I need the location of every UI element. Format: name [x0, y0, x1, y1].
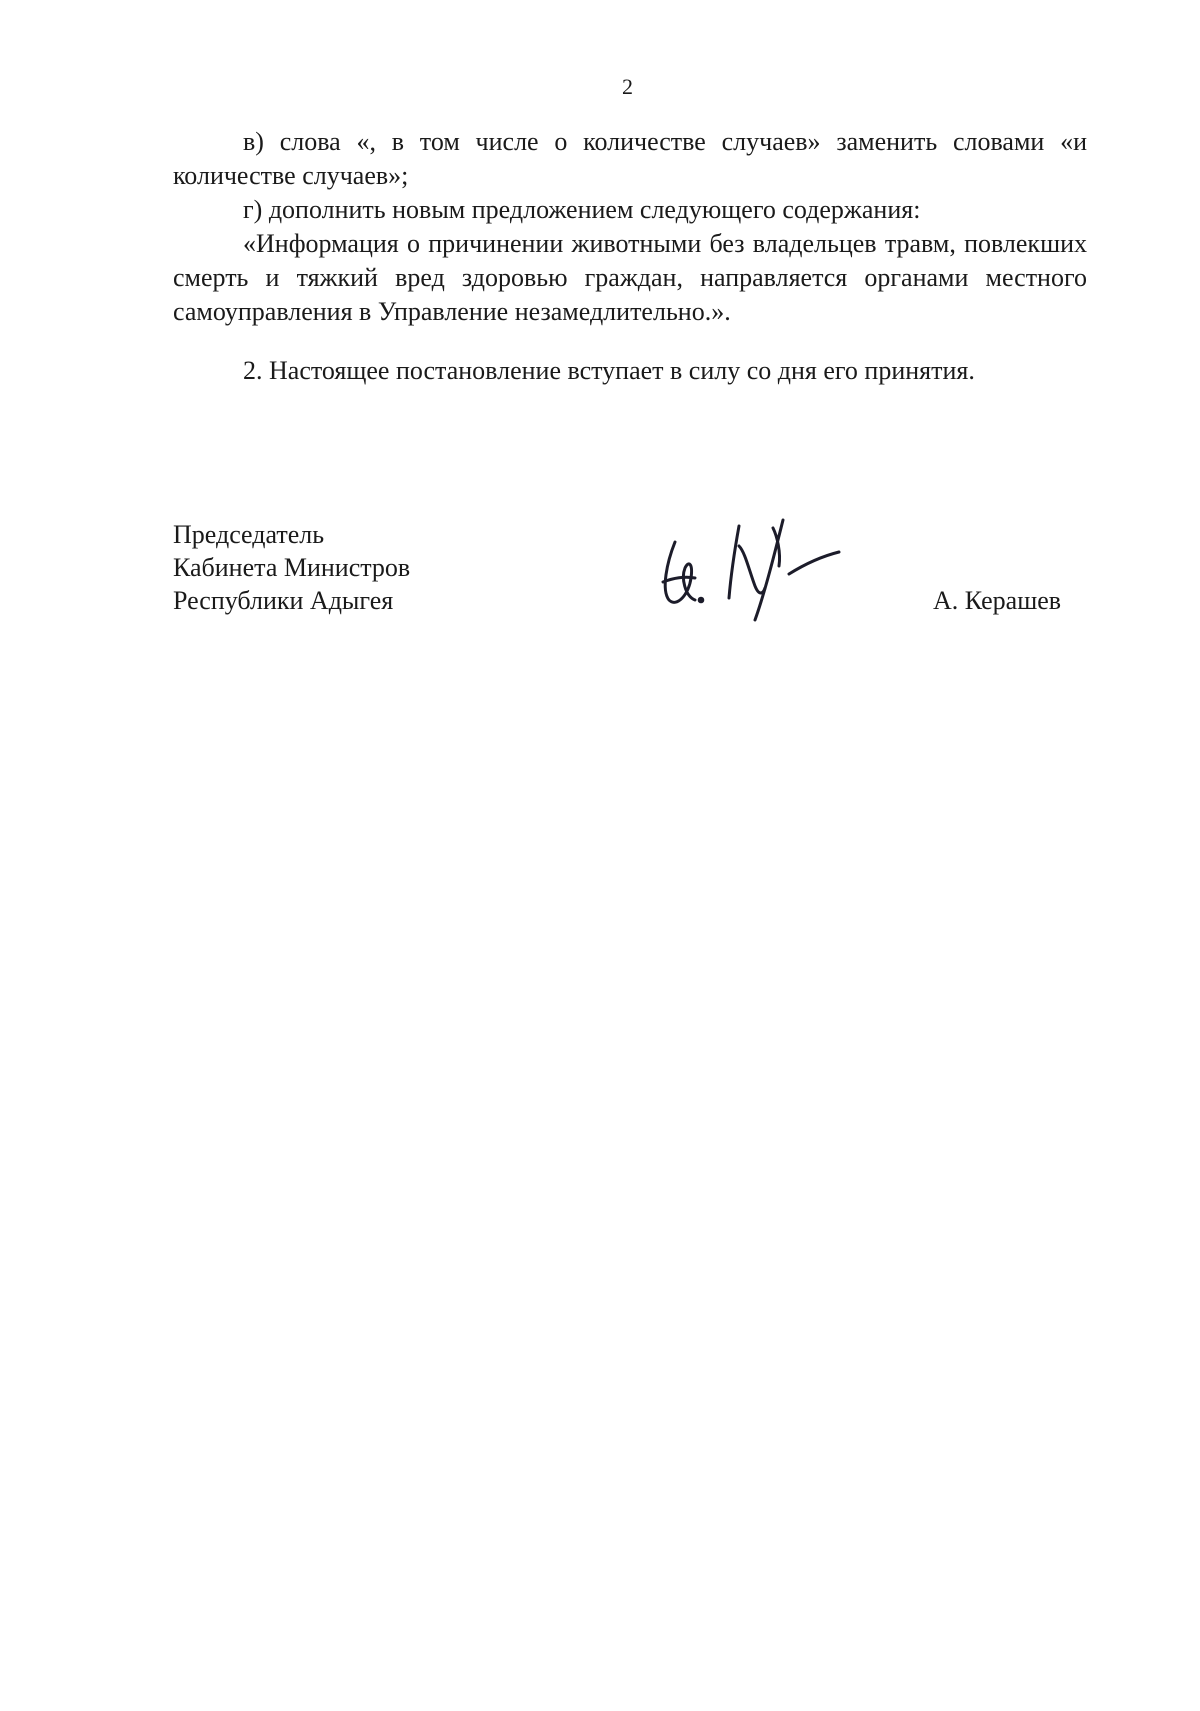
paragraph-effective-date: 2. Настоящее постановление вступает в силу со дня его принятия. — [243, 356, 975, 385]
page-number: 2 — [622, 74, 633, 99]
signatory-title-line: Кабинета Министров — [173, 553, 411, 582]
signatory-title — [173, 518, 410, 617]
signatory-title-line: Республики Адыгея — [173, 586, 394, 615]
handwritten-signature — [655, 512, 845, 627]
amendment-text — [173, 125, 1087, 329]
signer-name: А. Керашев — [933, 586, 1062, 615]
paragraph-amendment-g: г) дополнить новым предложением следующего содержания: — [243, 195, 921, 224]
signatory-title-line: Председатель — [173, 520, 325, 549]
paragraph-amendment-v: в) слова «, в том числе о количестве случаев» заменить словами «и количестве случаев»; — [173, 127, 1087, 190]
paragraph-quoted-sentence: «Информация о причинении животными без владельцев травм, повлекших смерть и тяжкий вред здоровью граждан, направляется органами местного самоуправления в Управление незамедлительно.». — [173, 229, 1087, 326]
